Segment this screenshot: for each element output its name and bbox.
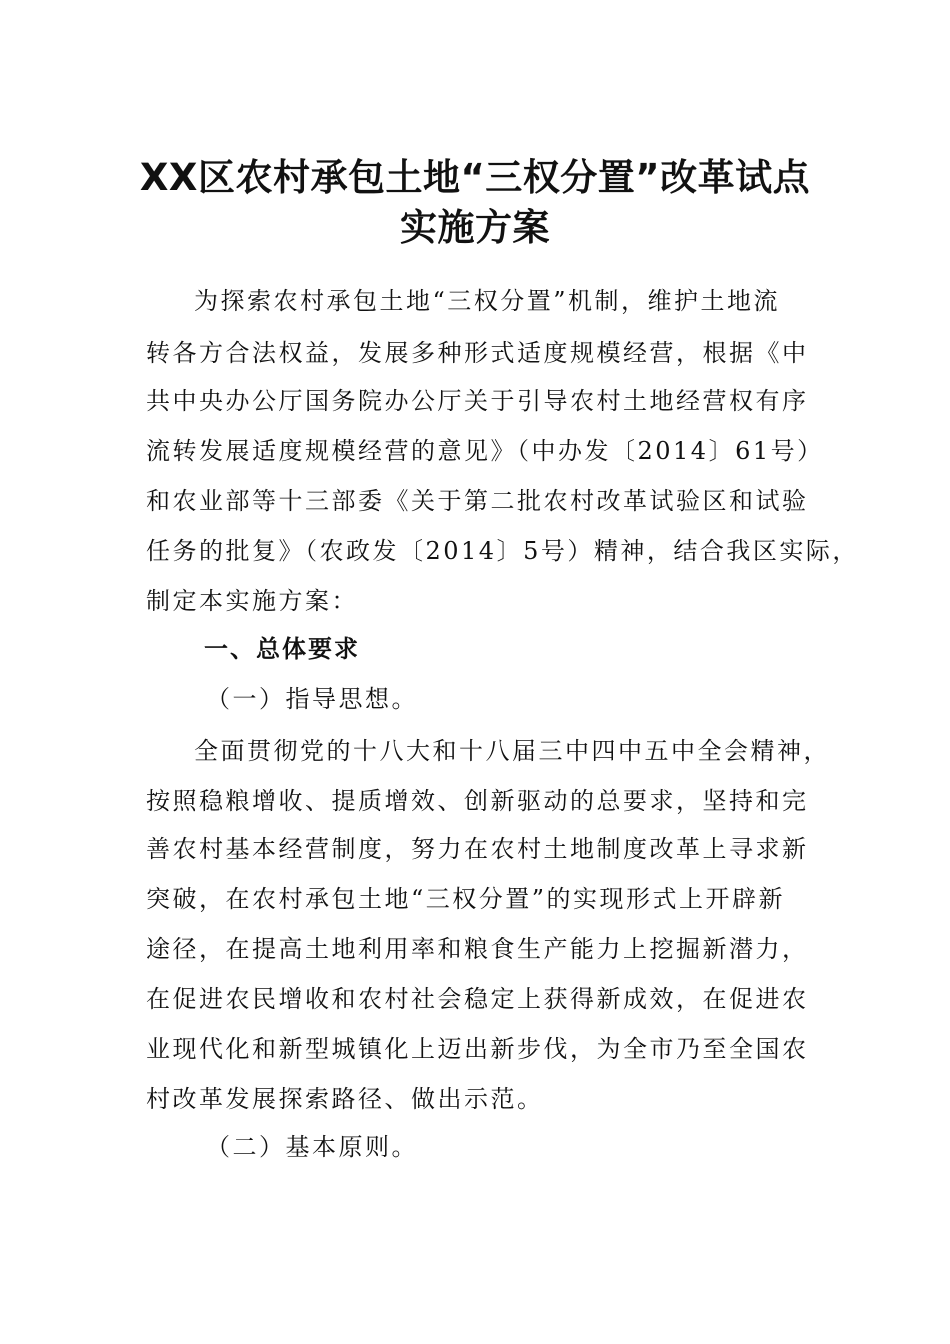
- subsection-heading-basic-principles: （二）基本原则。: [206, 1133, 418, 1161]
- intro-paragraph-line: 共中央办公厅国务院办公厅关于引导农村土地经营权有序: [146, 387, 809, 415]
- guiding-paragraph-line: 善农村基本经营制度，努力在农村土地制度改革上寻求新: [146, 835, 809, 863]
- guiding-paragraph-line: 突破，在农村承包土地“三权分置”的实现形式上开辟新: [146, 885, 786, 913]
- subsection-heading-guiding-thought: （一）指导思想。: [206, 685, 418, 713]
- section-heading-overall-requirements: 一、总体要求: [204, 635, 360, 663]
- intro-paragraph-line: 转各方合法权益，发展多种形式适度规模经营，根据《中: [146, 339, 809, 367]
- intro-paragraph-line: 任务的批复》（农政发〔2014〕5号）精神，结合我区实际，: [146, 537, 859, 565]
- intro-paragraph-line: 为探索农村承包土地“三权分置”机制，维护土地流: [194, 287, 781, 315]
- guiding-paragraph-line: 业现代化和新型城镇化上迈出新步伐，为全市乃至全国农: [146, 1035, 809, 1063]
- intro-paragraph-line: 和农业部等十三部委《关于第二批农村改革试验区和试验: [146, 487, 809, 515]
- document-title-line-1: XX区农村承包土地“三权分置”改革试点: [139, 156, 811, 199]
- guiding-paragraph-line: 按照稳粮增收、提质增效、创新驱动的总要求，坚持和完: [146, 787, 809, 815]
- document-title-line-2: 实施方案: [400, 206, 550, 249]
- guiding-paragraph-line: 在促进农民增收和农村社会稳定上获得新成效，在促进农: [146, 985, 809, 1013]
- guiding-paragraph-line: 村改革发展探索路径、做出示范。: [146, 1085, 544, 1113]
- guiding-paragraph-line: 途径，在提高土地利用率和粮食生产能力上挖掘新潜力，: [146, 935, 809, 963]
- intro-paragraph-line: 制定本实施方案：: [146, 587, 358, 615]
- guiding-paragraph-line: 全面贯彻党的十八大和十八届三中四中五中全会精神，: [194, 737, 830, 765]
- intro-paragraph-line: 流转发展适度规模经营的意见》（中办发〔2014〕61号）: [146, 437, 824, 465]
